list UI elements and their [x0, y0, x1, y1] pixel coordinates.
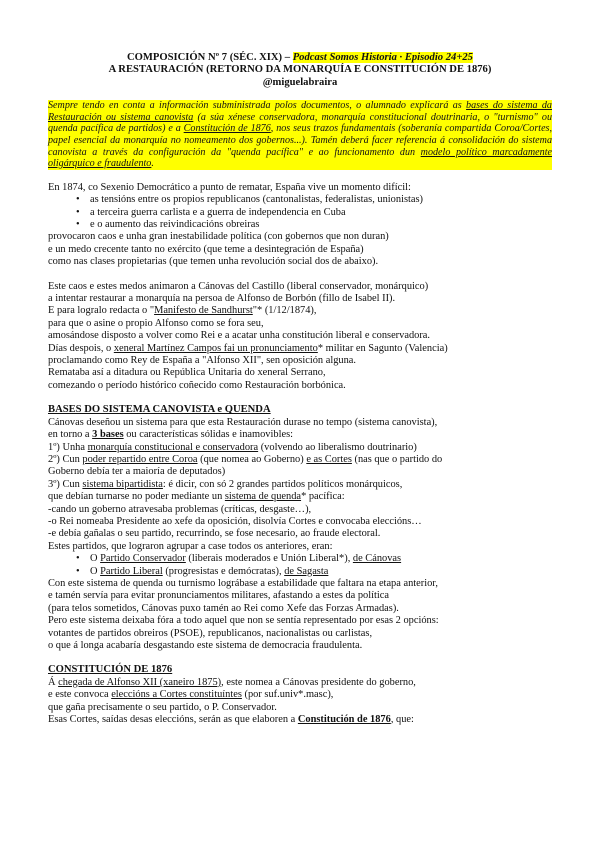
text-run: (progresistas e demócratas),	[162, 565, 285, 577]
text-line: En 1874, co Sexenio Democrático a punto de rematar, España vive un momento difícil:	[48, 181, 411, 193]
text-run: 3º) Cun	[48, 478, 83, 490]
text-line: para que o asine o propio Alfonso como se fora seu,	[48, 317, 264, 329]
section-heading: BASES DO SISTEMA CANOVISTA e QUENDA	[48, 404, 271, 416]
text-line: e tamén servía para evitar pronunciamentos militares, afastando a estes da política	[48, 590, 390, 602]
underlined-term: Manifesto de Sandhurst	[154, 305, 253, 317]
section-bases	[48, 404, 552, 652]
text-run: Días despois, o	[48, 342, 114, 354]
intro-text: (a súa xénese conservadora, monarquía constitucional doutrinaria, o "turnismo" ou quenda pacífica de partidos) e a	[48, 111, 552, 135]
document-subtitle: A RESTAURACIÓN (RETORNO DA MONARQUÍA E CONSTITUCIÓN DE 1876)	[108, 64, 492, 76]
text-line	[48, 677, 552, 689]
text-line: provocaron caos e unha gran inestabilidade política (con gobernos que non duran)	[48, 231, 389, 243]
text-run: e este convoca	[48, 689, 112, 701]
text-line: que gaña precisamente o seu partido, o P. Conservador.	[48, 701, 277, 713]
intro-underline: modelo político marcadamente oligárquico e fraudulento	[48, 146, 552, 170]
text-run: * militar en Sagunto (Valencia)	[317, 342, 448, 354]
text-line	[48, 454, 552, 466]
party-list	[48, 553, 552, 578]
text-run: , este nomea a Cánovas presidente do goberno,	[221, 676, 416, 688]
text-line	[48, 689, 552, 701]
text-run: (por suf.univ*.masc),	[241, 689, 334, 701]
list-item: • as tensións entre os propios republicanos (cantonalistas, federalistas, unionistas)	[90, 194, 552, 206]
text-line: proclamando como Rey de España a "Alfonso XII", sen oposición alguna.	[48, 355, 357, 367]
text-run: : é dicir, con só 2 grandes partidos políticos monárquicos,	[162, 478, 403, 490]
text-run: (volvendo ao liberalismo doutrinario)	[258, 441, 417, 453]
text-line: Pero este sistema deixaba fóra a todo aquel que non se sentía representado por esas 2 opcións:	[48, 615, 439, 627]
podcast-title-highlight: Podcast Somos Historia · Episodio 24+25	[292, 52, 473, 63]
text-run: "* (1/12/1874),	[252, 305, 317, 317]
text-line	[48, 714, 552, 726]
underlined-term: xeneral Martínez Campos fai un pronunciamento	[113, 342, 318, 354]
list-item: • e o aumento das reivindicacións obreiras	[90, 219, 552, 231]
text-line	[48, 343, 552, 355]
intro-text: , nos seus trazos fundamentais (soberanía compartida Coroa/Cortes, papel esencial da monarquía no nomeamento dos gobernos...). Tamén deberá facer referencia á consolidación do sistema canovista a través da configuración da "quenda pacífica" e ao funcionamento dun	[48, 123, 553, 158]
text-run: * pacífica:	[301, 491, 345, 503]
intro-text: .	[151, 158, 154, 170]
intro-highlight-box	[48, 100, 552, 170]
text-line	[48, 491, 552, 503]
underlined-term: poder repartido entre Coroa	[82, 453, 198, 465]
list-item	[90, 553, 552, 565]
underlined-term: de Sagasta	[284, 565, 329, 577]
text-line	[48, 305, 552, 317]
text-line: Con este sistema de quenda ou turnismo lográbase a estabilidade que faltara na etapa anterior,	[48, 577, 438, 589]
underlined-term: Constitución de 1876	[297, 714, 391, 726]
underlined-term: e as Cortes	[306, 453, 352, 465]
underlined-term: eleccións a Cortes constituíntes	[111, 689, 242, 701]
intro-underline: Constitución de 1876	[183, 123, 271, 135]
text-line: Estes partidos, que lograron agrupar a case todos os anteriores, eran:	[48, 540, 333, 552]
document-title	[48, 52, 552, 64]
text-line	[48, 479, 552, 491]
paragraph-1974	[48, 182, 552, 269]
underlined-term: sistema de quenda	[224, 491, 302, 503]
underlined-term: 3 bases	[92, 429, 124, 441]
text-run: E para logralo redacta o "	[48, 305, 155, 317]
text-run: Esas Cortes, saídas desas eleccións, serán as que elaboren a	[48, 714, 298, 726]
intro-underline: bases do sistema da Restauración ou sistema canovista	[48, 100, 552, 123]
intro-text: Sempre tendo en conta a información subministrada polos documentos, o alumnado explicará as	[48, 100, 467, 112]
text-line: como nas clases propietarias (que temen unha revolución social dos de abaixo).	[48, 256, 379, 268]
underlined-term: Partido Conservador	[100, 553, 186, 565]
underlined-term: monarquía constitucional e conservadora	[87, 441, 259, 453]
text-line: -o Rei nomeaba Presidente ao xefe da oposición, disolvía Cortes e convocaba eleccións…	[48, 515, 422, 527]
text-line: -e debía gañalas o seu partido, recurrindo, se fose necesario, ao fraude electoral.	[48, 528, 381, 540]
text-line	[48, 429, 552, 441]
text-run: O	[90, 553, 101, 565]
underlined-term: sistema bipartidista	[82, 478, 163, 490]
underlined-term: de Cánovas	[352, 553, 402, 565]
text-line: Cánovas deseñou un sistema para que esta Restauración durase no tempo (sistema canovista),	[48, 416, 438, 428]
document-page	[48, 52, 552, 726]
text-run: , que:	[390, 714, 414, 726]
list-item	[90, 566, 552, 578]
underlined-term: Partido Liberal	[100, 565, 163, 577]
section-constitution	[48, 664, 552, 726]
text-line: votantes de partidos obreiros (PSOE), republicanos, nacionalistas ou carlistas,	[48, 627, 373, 639]
text-line	[48, 442, 552, 454]
text-line: Este caos e estes medos animaron a Cánovas del Castillo (liberal conservador, monárquico)	[48, 280, 429, 292]
text-run: 2º) Cun	[48, 453, 83, 465]
text-run: (nas que o partido do	[351, 453, 443, 465]
list-item: • a terceira guerra carlista e a guerra de independencia en Cuba	[90, 207, 552, 219]
text-run: (que nomea ao Goberno)	[197, 453, 307, 465]
text-line: amosándose disposto a volver como Rei e a acatar unha constitución liberal e conservadora.	[48, 330, 431, 342]
underlined-term: chegada de Alfonso XII (xaneiro 1875)	[58, 676, 222, 688]
author-handle: @miguelabraira	[262, 76, 338, 88]
text-line: comezando o período histórico coñecido como Restauración borbónica.	[48, 379, 346, 391]
text-line: -cando un goberno atravesaba problemas (críticas, desgaste…),	[48, 503, 312, 515]
text-line: e un medo crecente tanto no exército (que teme a desintegración de España)	[48, 243, 364, 255]
text-run: (liberais moderados e Unión Liberal*),	[185, 553, 353, 565]
text-run: en torno a	[48, 429, 93, 441]
text-run: 1º) Unha	[48, 441, 88, 453]
bullet-list	[48, 194, 552, 231]
text-run: Á	[48, 676, 59, 688]
text-line: Goberno debía ter a maioría de deputados)	[48, 466, 226, 478]
text-run: ou características sólidas e inamovibles:	[123, 429, 293, 441]
title-text: COMPOSICIÓN Nº 7 (SÉC. XIX) –	[127, 52, 293, 63]
text-line: a intentar restaurar a monarquía na persoa de Alfonso de Borbón (fillo de Isabel II).	[48, 293, 396, 305]
text-line: (para telos sometidos, Cánovas puxo tamén ao Rei como Xefe das Forzas Armadas).	[48, 602, 399, 614]
section-heading: CONSTITUCIÓN DE 1876	[48, 664, 173, 676]
text-line: o que á longa acabaría desgastando este sistema de democracia fraudulenta.	[48, 640, 363, 651]
text-run: O	[90, 565, 101, 577]
text-run: que debían turnarse no poder mediante un	[48, 491, 225, 503]
paragraph-canovas	[48, 281, 552, 393]
text-line: Remataba así a ditadura ou República Unitaria do xeneral Serrano,	[48, 367, 326, 379]
